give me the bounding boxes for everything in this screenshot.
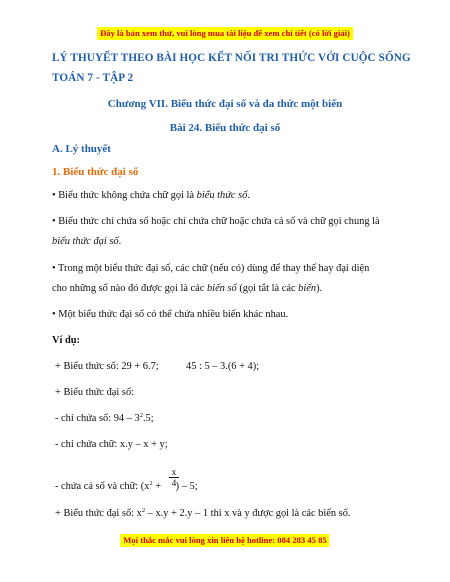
section-1-heading: 1. Biểu thức đại số: [52, 166, 139, 178]
section-a-heading: A. Lý thuyết: [52, 143, 111, 155]
fraction-x-over-4: x 4: [169, 467, 179, 488]
example-letters-only: - chỉ chứa chữ: x.y – x + y;: [55, 439, 168, 450]
example-variables: + Biểu thức đại số: $x^2 - x.y + 2.y - 1$ thì x và y được gọi là các biến số.: [55, 507, 351, 519]
hotline-banner: Mọi thắc mắc vui lòng xin liên hệ hotline: 084 283 45 85: [120, 534, 329, 547]
bullet-2-line-1: • Biểu thức chỉ chứa số hoặc chỉ chứa chữ hoặc chứa cả số và chữ gọi chung là: [52, 216, 380, 227]
preview-notice-banner: Đây là bản xem thử, vui lòng mua tài liệu để xem chi tiết (có lời giải): [97, 27, 353, 40]
example-numeric-expression: + Biểu thức số: 29 + 6.7;: [55, 361, 159, 372]
bullet-2-line-2: biểu thức đại số.: [52, 236, 122, 247]
lesson-heading: Bài 24. Biểu thức đại số: [169, 122, 281, 134]
bullet-4: • Một biểu thức đại số có thể chứa nhiều biến khác nhau.: [52, 309, 289, 320]
document-subtitle: TOÁN 7 - TẬP 2: [52, 72, 134, 84]
bullet-3-line-2: cho những số nào đó được gọi là các biến số (gọi tắt là các biến).: [52, 283, 323, 294]
chapter-heading: Chương VII. Biểu thức đại số và đa thức một biến: [107, 98, 343, 110]
example-numbers-and-letters: - chứa cả số và chữ: ($x^2$ + ) – 5;: [55, 480, 198, 492]
bullet-1: • Biểu thức không chứa chữ gọi là biểu thức số.: [52, 190, 250, 201]
bullet-3-line-1: • Trong một biểu thức đại số, các chữ (nếu có) dùng để thay thế hay đại diện: [52, 263, 370, 274]
example-label: Ví dụ:: [52, 335, 81, 346]
example-algebraic-expression: + Biểu thức đại số:: [55, 387, 135, 398]
document-title: LÝ THUYẾT THEO BÀI HỌC KẾT NỐI TRI THỨC VỚI CUỘC SỐNG: [52, 52, 411, 64]
example-numeric-expression-2: 45 : 5 – 3.(6 + 4);: [186, 361, 260, 372]
example-numbers-only: - chỉ chứa số: $94 - 3^2.5$;: [55, 412, 154, 424]
